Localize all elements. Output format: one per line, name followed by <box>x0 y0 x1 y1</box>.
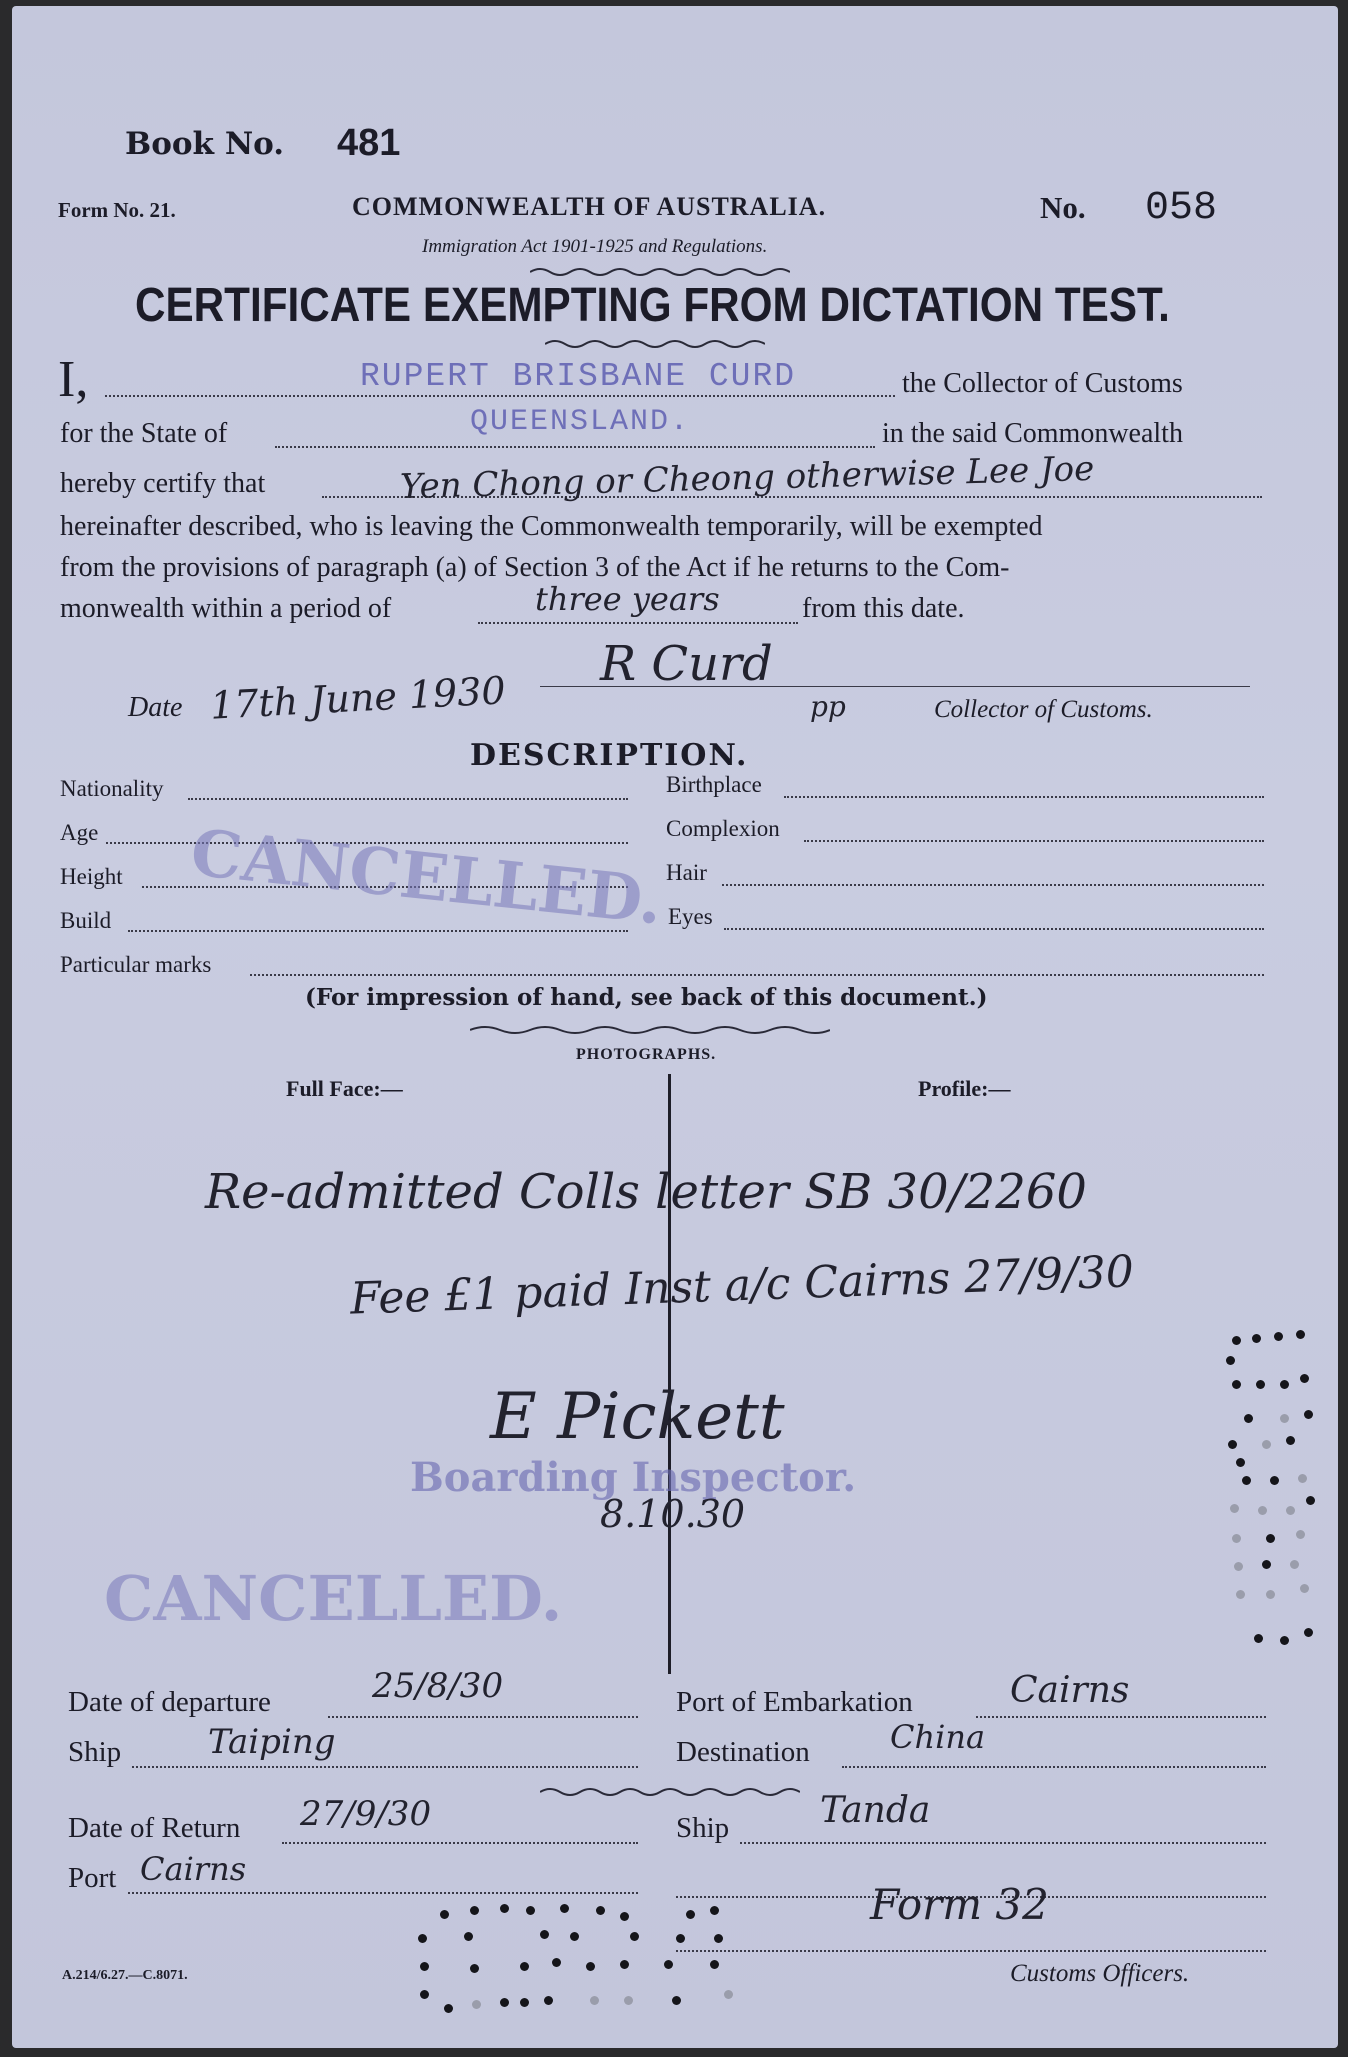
complexion-label: Complexion <box>666 816 780 841</box>
certify-prefix: hereby certify that <box>60 468 266 499</box>
annotation-line-1: Re-admitted Colls letter SB 30/2260 <box>205 1164 1087 1220</box>
body-line-5: from the provisions of paragraph (a) of Section 3 of the Act if he returns to the Com- <box>60 552 1010 583</box>
birthplace-line <box>784 796 1264 798</box>
body-line-6-prefix: monwealth within a period of <box>60 593 392 624</box>
departure-value: 25/8/30 <box>372 1666 504 1706</box>
inspector-signature: E Pickett <box>490 1380 785 1454</box>
nationality-label: Nationality <box>60 776 164 801</box>
ship-line <box>132 1766 638 1768</box>
signature-pp: pp <box>810 690 846 723</box>
departure-label: Date of departure <box>68 1686 271 1718</box>
nationality-line <box>188 798 628 800</box>
customs-officers-label: Customs Officers. <box>1010 1960 1190 1987</box>
date-label: Date <box>128 692 183 723</box>
ship-value: Taiping <box>208 1722 336 1762</box>
body-line-4: hereinafter described, who is leaving the Commonwealth temporarily, will be exempted <box>60 511 1043 542</box>
ship-label: Ship <box>68 1736 122 1768</box>
person-name: Yen Chong or Cheong otherwise Lee Joe <box>399 448 1095 508</box>
embarkation-line <box>976 1716 1266 1718</box>
destination-line <box>842 1766 1266 1768</box>
collector-name-stamp: RUPERT BRISBANE CURD <box>360 358 797 395</box>
book-number: 481 <box>337 122 401 164</box>
return-line <box>282 1842 638 1844</box>
port-line <box>128 1892 638 1894</box>
date-value: 17th June 1930 <box>209 668 507 728</box>
form-note: Form 32 <box>870 1880 1049 1929</box>
collector-signature: R Curd <box>600 636 773 692</box>
build-label: Build <box>60 908 112 933</box>
return-ship-value: Tanda <box>820 1790 931 1831</box>
state-stamp: QUEENSLAND. <box>470 405 691 439</box>
book-label: Book No. <box>125 126 285 162</box>
printer-code: A.214/6.27.—C.8071. <box>62 1968 188 1983</box>
hair-label: Hair <box>666 860 707 885</box>
form-number: Form No. 21. <box>58 198 176 222</box>
i-label: I, <box>58 351 89 408</box>
embarkation-value: Cairns <box>1010 1670 1130 1711</box>
birthplace-label: Birthplace <box>666 772 762 797</box>
wavy-divider-4 <box>540 1786 800 1798</box>
profile-label: Profile:— <box>918 1076 1011 1101</box>
height-label: Height <box>60 864 123 889</box>
wavy-divider-3 <box>470 1024 830 1036</box>
return-value: 27/9/30 <box>300 1794 432 1834</box>
collector-name-line <box>105 395 895 397</box>
state-prefix: for the State of <box>60 418 228 449</box>
state-line <box>275 446 875 448</box>
period-value: three years <box>535 580 720 618</box>
full-face-label: Full Face:— <box>286 1076 403 1101</box>
return-label: Date of Return <box>68 1812 241 1844</box>
return-ship-label: Ship <box>676 1812 730 1844</box>
commonwealth-heading: COMMONWEALTH OF AUSTRALIA. <box>352 192 827 221</box>
collector-suffix: the Collector of Customs <box>902 368 1183 399</box>
act-reference: Immigration Act 1901-1925 and Regulations. <box>422 236 768 257</box>
particular-marks-line <box>250 974 1264 976</box>
hand-impression-note: (For impression of hand, see back of this document.) <box>305 984 988 1011</box>
photographs-heading: PHOTOGRAPHS. <box>576 1046 717 1063</box>
cancelled-stamp-2: CANCELLED. <box>104 1562 563 1635</box>
destination-label: Destination <box>676 1736 810 1768</box>
eyes-label: Eyes <box>668 904 713 929</box>
period-line <box>478 622 798 624</box>
boarding-inspector-stamp: Boarding Inspector. <box>410 1454 857 1501</box>
cancelled-stamp-1: CANCELLED. <box>187 815 666 940</box>
no-label: No. <box>1040 190 1086 225</box>
wavy-divider-2 <box>545 338 765 350</box>
hair-line <box>722 884 1264 886</box>
departure-line <box>328 1716 638 1718</box>
body-line-6-suffix: from this date. <box>802 593 965 624</box>
complexion-line <box>804 840 1264 842</box>
collector-label: Collector of Customs. <box>934 696 1153 723</box>
port-label: Port <box>68 1862 117 1894</box>
embarkation-label: Port of Embarkation <box>676 1686 913 1718</box>
certificate-title: CERTIFICATE EXEMPTING FROM DICTATION TEST. <box>135 279 1170 332</box>
destination-value: China <box>890 1718 986 1756</box>
state-suffix: in the said Commonwealth <box>882 418 1183 449</box>
description-heading: DESCRIPTION. <box>470 738 749 773</box>
port-value: Cairns <box>140 1850 247 1888</box>
build-line <box>128 930 628 932</box>
age-label: Age <box>60 820 99 845</box>
eyes-line <box>724 928 1264 930</box>
wavy-divider <box>530 266 790 278</box>
particular-marks-label: Particular marks <box>60 952 212 977</box>
officer-line-2 <box>676 1950 1266 1952</box>
inspector-date: 8.10.30 <box>600 1492 746 1536</box>
return-ship-line <box>740 1842 1266 1844</box>
certificate-number: 058 <box>1145 186 1218 231</box>
annotation-line-2: Fee £1 paid Inst a/c Cairns 27/9/30 <box>349 1246 1135 1325</box>
